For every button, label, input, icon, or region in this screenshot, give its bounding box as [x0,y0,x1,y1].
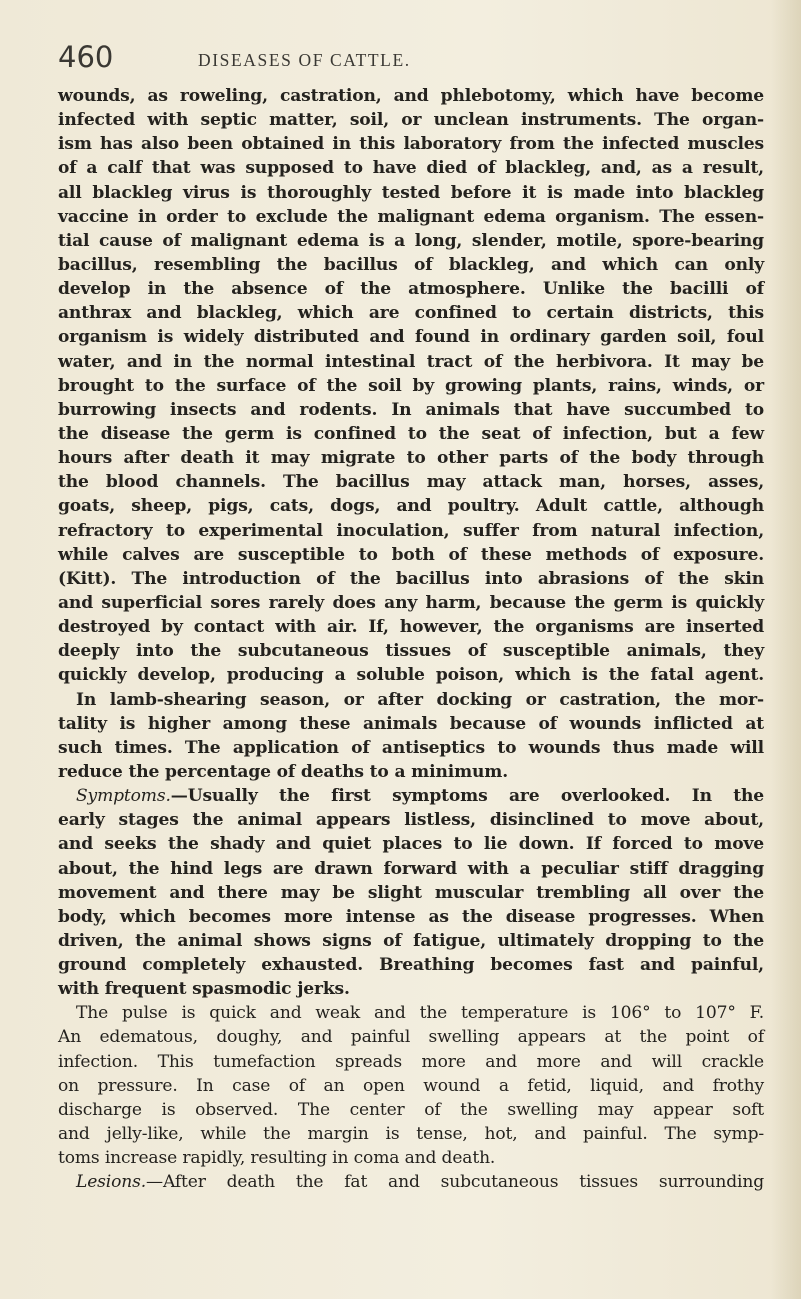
text-line: burrowing insects and rodents. In animals that have succumbed to [58,399,764,420]
text-line: brought to the surface of the soil by growing plants, rains, winds, or [58,375,764,396]
text-line: early stages the animal appears listless, disinclined to move about, [58,810,764,831]
text-line: vaccine in order to exclude the malignant edema organism. The essen- [58,206,764,227]
text-line: the disease the germ is confined to the seat of infection, but a few [58,423,764,444]
text-line: and seeks the shady and quiet places to lie down. If forced to move [58,834,764,855]
text-line: quickly develop, producing a soluble poison, which is the fatal agent. [58,665,764,686]
text-line: wounds, as roweling, castration, and phlebotomy, which have become [58,86,764,106]
text-line: ground completely exhausted. Breathing becomes fast and painful, [58,955,764,976]
text-line: reduce the percentage of deaths to a minimum. [58,761,509,782]
text-line: In lamb-shearing season, or after docking or castration, the mor- [76,689,764,710]
page-edge-shadow [771,0,801,1299]
text-line: ism has also been obtained in this laboratory from the infected muscles [58,134,764,155]
text-line: the blood channels. The bacillus may attack man, horses, asses, [58,472,764,493]
text-line: such times. The application of antiseptics to wounds thus made will [58,737,764,758]
text-line: anthrax and blackleg, which are confined to certain districts, this [58,303,764,324]
running-head: DISEASES OF CATTLE. [198,50,411,70]
text-line: goats, sheep, pigs, cats, dogs, and poultry. Adult cattle, although [58,496,764,517]
text-line: while calves are susceptible to both of these methods of exposure. [58,544,764,565]
text-line: body, which becomes more intense as the disease progresses. When [58,906,764,927]
section-heading-symptoms: Symptoms. [76,786,171,807]
text-line [58,1170,764,1194]
text-line: hours after death it may migrate to other parts of the body through [58,448,764,469]
page-header [58,40,748,80]
text-line: destroyed by contact with air. If, however, the organisms are inserted [58,617,764,638]
text-line: The pulse is quick and weak and the temperature is 106° to 107° F. [76,1003,764,1024]
text-line: organism is widely distributed and found in ordinary garden soil, foul [58,327,764,348]
body-text [58,84,764,1194]
text-line: tial cause of malignant edema is a long, slender, motile, spore-bearing [58,230,764,251]
text-line: water, and in the normal intestinal tract of the herbivora. It may be [58,351,764,372]
text-line: and superficial sores rarely does any harm, because the germ is quickly [58,592,764,613]
section-heading-lesions: Lesions. [76,1172,147,1193]
page-number: 460 [58,40,114,74]
text-line: on pressure. In case of an open wound a fetid, liquid, and frothy [58,1075,764,1096]
text-line: toms increase rapidly, resulting in coma and death. [58,1148,496,1169]
text-line: of a calf that was supposed to have died of blackleg, and, as a result, [58,158,764,179]
paragraph-lesions [58,1170,764,1194]
text-line: and jelly-like, while the margin is tense, hot, and painful. The symp- [58,1124,764,1145]
text-line: bacillus, resembling the bacillus of blackleg, and which can only [58,254,764,275]
text-line: (Kitt). The introduction of the bacillus into abrasions of the skin [58,568,764,589]
paragraph-symptoms [58,784,764,1001]
text-line: infection. This tumefaction spreads more and more and will crackle [58,1051,764,1072]
text-line: about, the hind legs are drawn forward with a peculiar stiff dragging [58,858,764,879]
paragraph-1 [58,84,764,784]
text-line: refractory to experimental inoculation, suffer from natural infection, [58,520,764,541]
paragraph-3 [58,1001,764,1170]
text-line: deeply into the subcutaneous tissues of susceptible animals, they [58,641,764,662]
text-line: driven, the animal shows signs of fatigue, ultimately dropping to the [58,930,764,951]
text-line-rest: —Usually the first symptoms are overlooked. In the [170,786,764,807]
text-line: with frequent spasmodic jerks. [58,979,350,1000]
text-line: infected with septic matter, soil, or unclean instruments. The organ- [58,110,764,131]
text-line: develop in the absence of the atmosphere. Unlike the bacilli of [58,279,764,300]
text-line-rest: —After death the fat and subcutaneous tissues surrounding [146,1172,764,1193]
text-line: movement and there may be slight muscular trembling all over the [58,882,764,903]
text-line [58,784,764,808]
text-line: all blackleg virus is thoroughly tested before it is made into blackleg [58,182,764,203]
text-line: discharge is observed. The center of the swelling may appear soft [58,1099,764,1120]
text-line: An edematous, doughy, and painful swelling appears at the point of [58,1027,764,1048]
text-line: tality is higher among these animals because of wounds inflicted at [58,713,764,734]
